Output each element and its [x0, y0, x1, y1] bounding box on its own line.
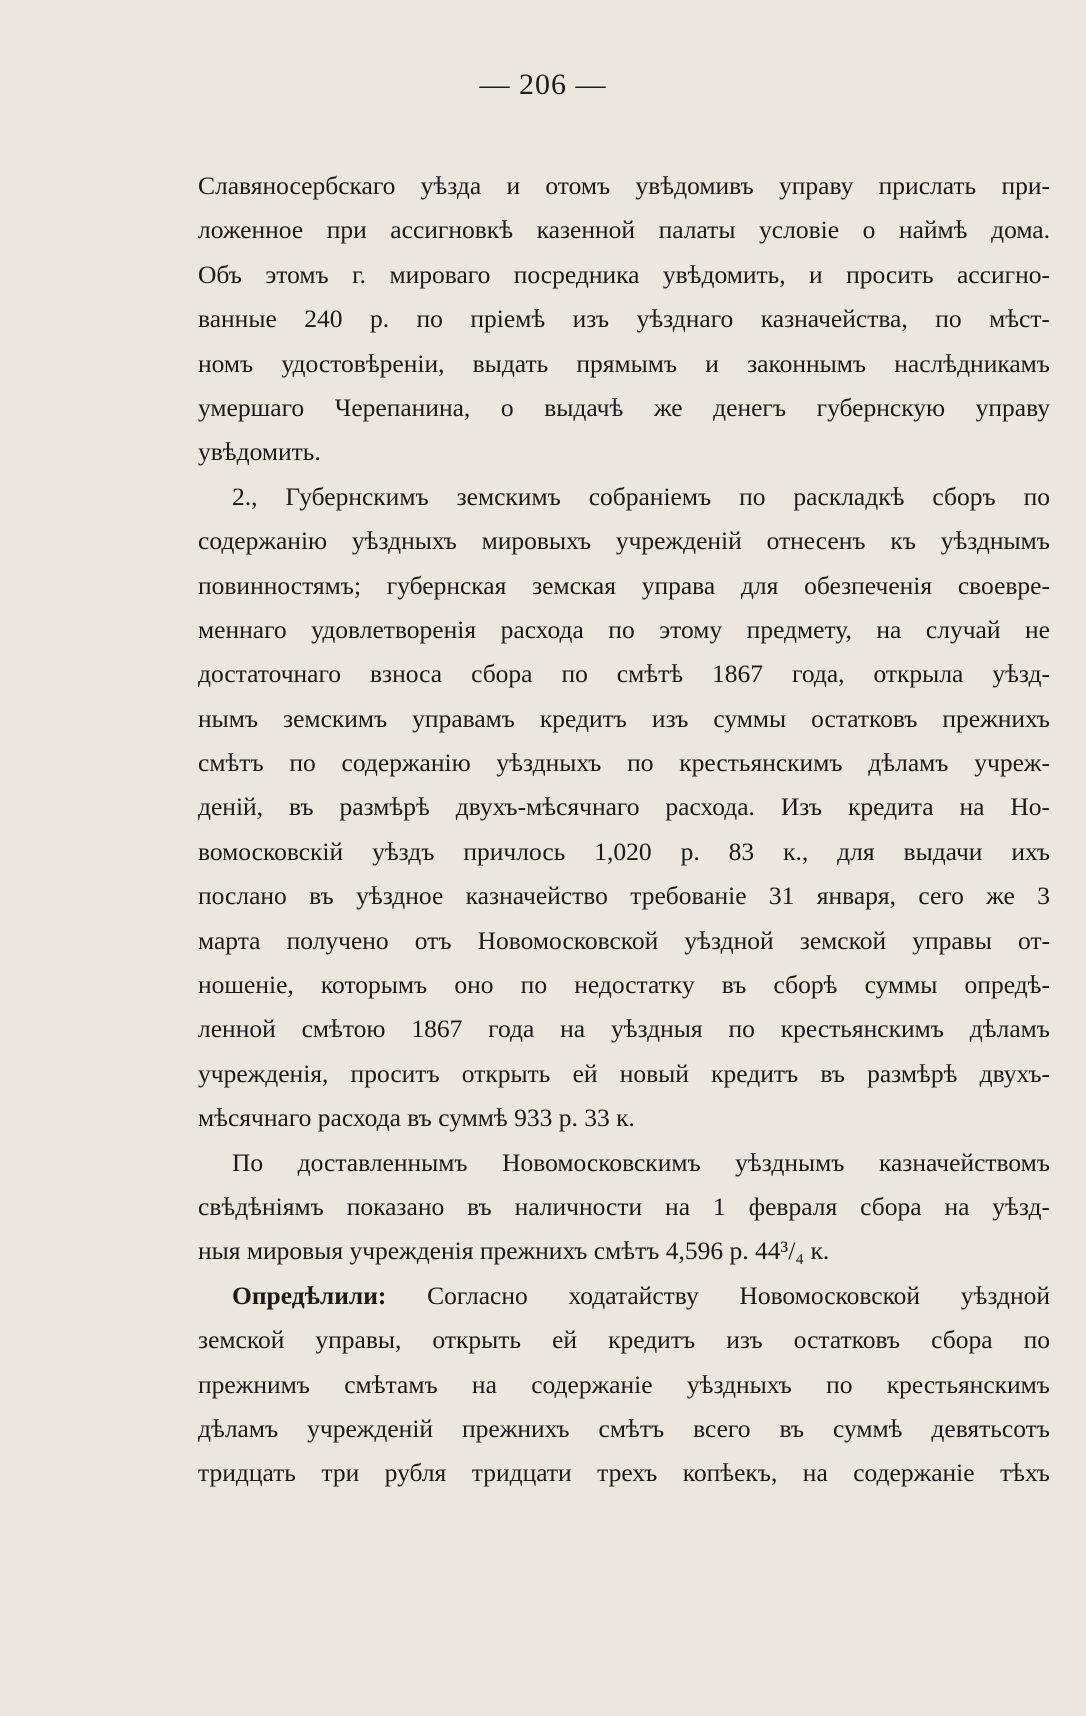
text-line: Славяносербскаго уѣзда и отомъ увѣдомивъ управу прислать при-: [198, 171, 1050, 200]
text-line: ленной смѣтою 1867 года на уѣздныя по крестьянскимъ дѣламъ: [198, 1014, 1050, 1044]
line-text: Согласно ходатайству Новомосковской уѣздной: [427, 1280, 1050, 1310]
text-line: Объ этомъ г. мироваго посредника увѣдомить, и просить ассигно-: [198, 259, 1050, 289]
text-line: тридцать три рубля тридцати трехъ копѣекъ, на содержаніе тѣхъ: [198, 1458, 1050, 1488]
text-line: увѣдомить.: [198, 437, 321, 467]
text-line: ложенное при ассигновкѣ казенной палаты условіе о наймѣ дома.: [198, 215, 1050, 245]
text-line: достаточнаго взноса сбора по смѣтѣ 1867 года, открыла уѣзд-: [198, 659, 1050, 689]
text-line: номъ удостовѣреніи, выдать прямымъ и законнымъ наслѣдникамъ: [198, 348, 1050, 378]
text-line: 2., Губернскимъ земскимъ собраніемъ по раскладкѣ сборъ по: [232, 481, 1050, 511]
text-line: марта получено отъ Новомосковской уѣздной земской управы от-: [198, 925, 1050, 955]
resolution-heading: Опредѣлили:: [232, 1280, 387, 1310]
text-line: деній, въ размѣрѣ двухъ-мѣсячнаго расхода. Изъ кредита на Но-: [198, 792, 1050, 822]
page-number: — 206 —: [479, 68, 607, 101]
text-line: нымъ земскимъ управамъ кредитъ изъ суммы остатковъ прежнихъ: [198, 703, 1050, 733]
text-line: повинностямъ; губернская земская управа для обезпеченія своевре-: [198, 570, 1050, 600]
text-line: учрежденія, проситъ открыть ей новый кредитъ въ размѣрѣ двухъ-: [198, 1058, 1050, 1088]
text-line: содержанію уѣздныхъ мировыхъ учрежденій отнесенъ къ уѣзднымъ: [198, 526, 1050, 556]
text-line: ношеніе, которымъ оно по недостатку въ сборѣ суммы опредѣ-: [198, 970, 1050, 1000]
text-line: мѣсячнаго расхода въ суммѣ 933 р. 33 к.: [198, 1103, 635, 1133]
text-line: ныя мировыя учрежденія прежнихъ смѣтъ 4,596 р. 44³/₄ к.: [198, 1236, 830, 1266]
body-text: [198, 164, 1050, 1496]
text-line: смѣтъ по содержанію уѣздныхъ по крестьянскимъ дѣламъ учреж-: [198, 748, 1050, 778]
text-line: вомосковскій уѣздъ причлось 1,020 р. 83 к., для выдачи ихъ: [198, 836, 1050, 866]
text-line: По доставленнымъ Новомосковскимъ уѣзднымъ казначействомъ: [232, 1147, 1050, 1177]
text-line: послано въ уѣздное казначейство требованіе 31 января, сего же 3: [198, 881, 1050, 911]
text-line: ванные 240 р. по пріемѣ изъ уѣзднаго казначейства, по мѣст-: [198, 304, 1050, 334]
text-line: дѣламъ учрежденій прежнихъ смѣтъ всего въ суммѣ девятьсотъ: [198, 1413, 1050, 1443]
text-line: прежнимъ смѣтамъ на содержаніе уѣздныхъ по крестьянскимъ: [198, 1369, 1050, 1399]
text-line: земской управы, открыть ей кредитъ изъ остатковъ сбора по: [198, 1325, 1050, 1355]
text-line: умершаго Черепанина, о выдачѣ же денегъ губернскую управу: [198, 392, 1050, 422]
text-line: [198, 1274, 1050, 1318]
text-line: свѣдѣніямъ показано въ наличности на 1 февраля сбора на уѣзд-: [198, 1191, 1050, 1221]
text-line: меннаго удовлетворенія расхода по этому предмету, на случай не: [198, 614, 1050, 644]
